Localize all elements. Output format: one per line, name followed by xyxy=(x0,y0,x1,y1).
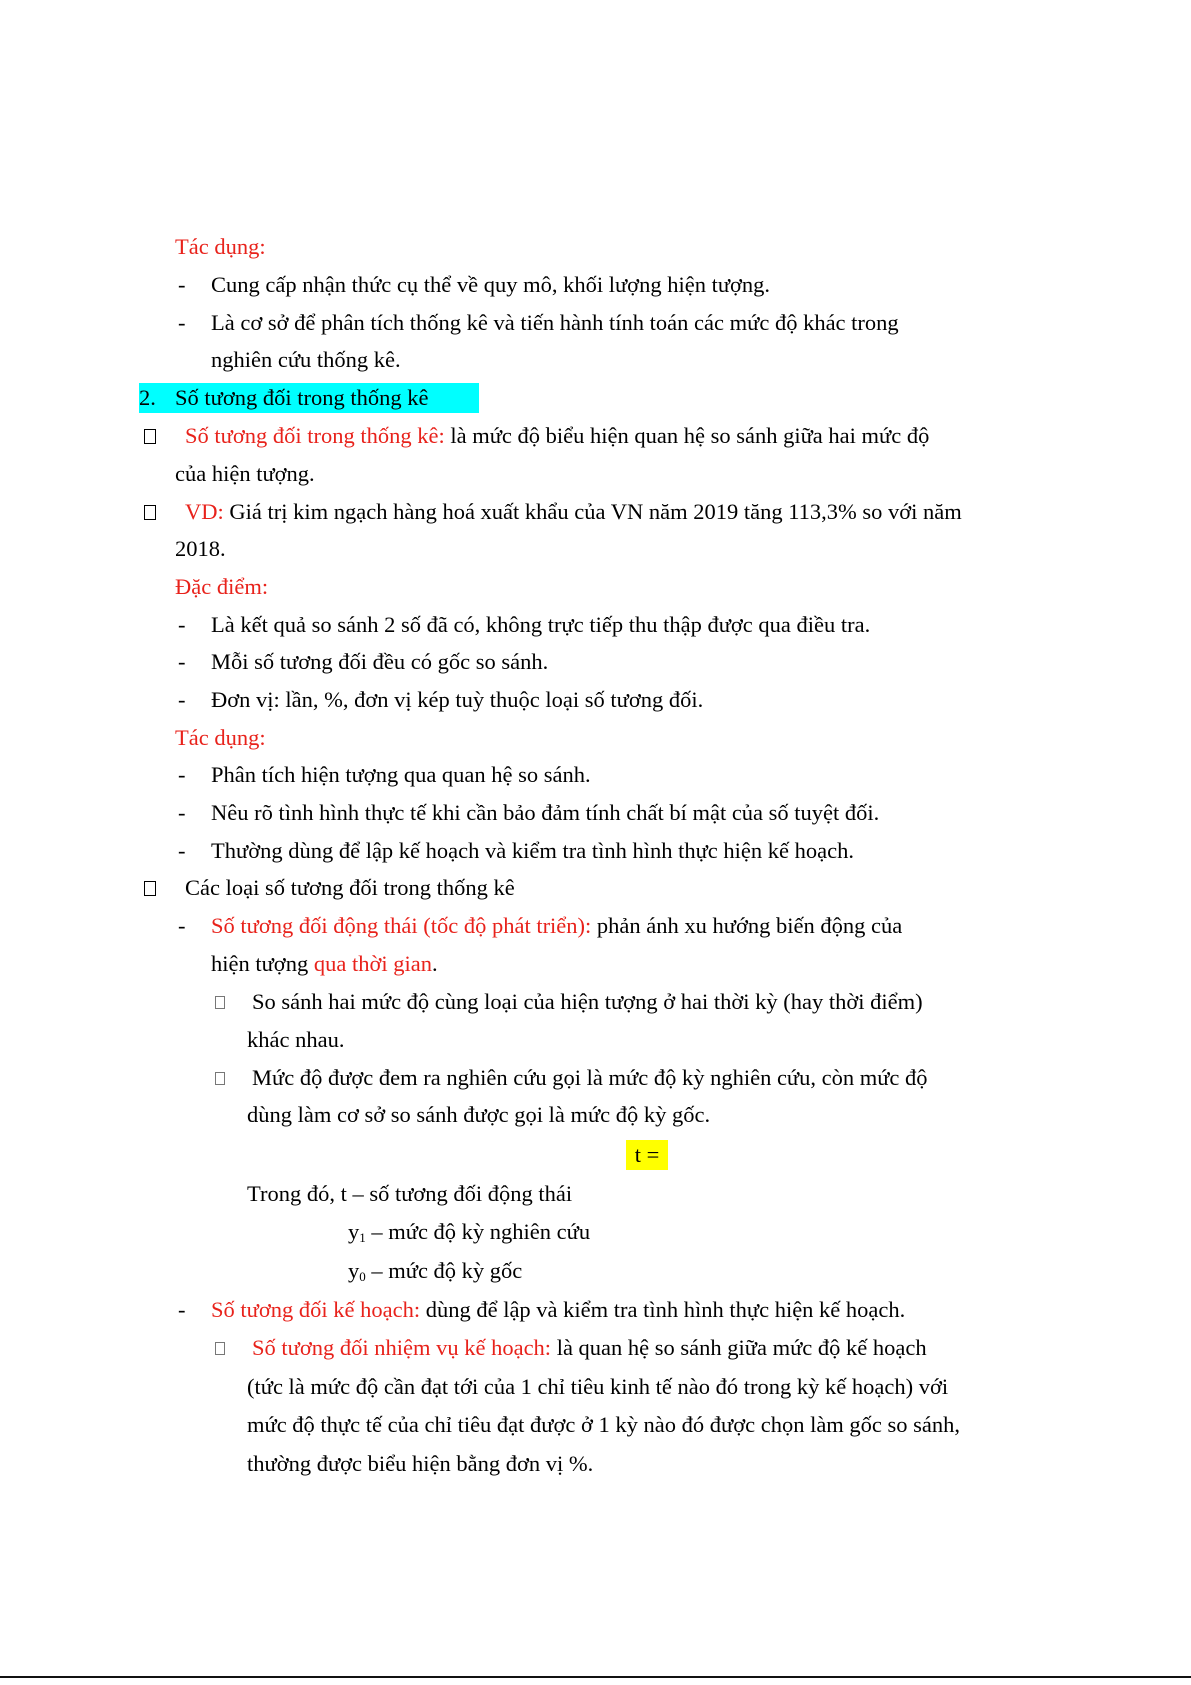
subscript: 1 xyxy=(359,1230,366,1245)
checkbox-square-icon xyxy=(144,881,156,896)
tac-dung-label-1: Tác dụng: xyxy=(175,234,266,259)
dash-bullet: - xyxy=(178,272,186,297)
bullet-text: Phân tích hiện tượng qua quan hệ so sánh. xyxy=(211,762,591,787)
ke-hoach-term: Số tương đối kế hoạch: xyxy=(211,1297,421,1322)
dong-thai-term: Số tương đối động thái (tốc độ phát triển): xyxy=(211,913,592,938)
bullet-text-continued: nghiên cứu thống kê. xyxy=(211,347,401,372)
checkbox-square-icon xyxy=(215,1072,225,1085)
text-fragment: . xyxy=(431,951,438,976)
ke-hoach-text: dùng để lập và kiểm tra tình hình thực hiện kế hoạch. xyxy=(420,1297,906,1322)
tac-dung-label-2: Tác dụng: xyxy=(175,725,266,750)
bullet-text: Là cơ sở để phân tích thống kê và tiến hành tính toán các mức độ khác trong xyxy=(211,310,899,335)
text-fragment: hiện tượng xyxy=(211,951,314,976)
subscript: 0 xyxy=(359,1269,366,1284)
checkbox-square-icon xyxy=(215,1342,225,1355)
checkbox-square-icon xyxy=(215,996,225,1009)
variable-description: – mức độ kỳ nghiên cứu xyxy=(365,1219,591,1244)
formula-where-line: Trong đó, t – số tương đối động thái xyxy=(247,1181,573,1206)
nhiem-vu-text: là quan hệ so sánh giữa mức độ kế hoạch xyxy=(551,1335,927,1360)
variable-description: – mức độ kỳ gốc xyxy=(365,1258,523,1283)
bullet-text: Đơn vị: lần, %, đơn vị kép tuỳ thuộc loại số tương đối. xyxy=(211,687,704,712)
sub-bullet-text: So sánh hai mức độ cùng loại của hiện tượng ở hai thời kỳ (hay thời điểm) xyxy=(252,989,923,1014)
dash-bullet: - xyxy=(178,838,186,863)
footer-rule xyxy=(0,1676,1191,1678)
dong-thai-text: phản ánh xu hướng biến động của xyxy=(591,913,903,938)
dash-bullet: - xyxy=(178,310,186,335)
y0-definition xyxy=(348,1256,522,1286)
qua-thoi-gian-text: qua thời gian xyxy=(313,951,432,976)
definition-text-continued: của hiện tượng. xyxy=(175,461,315,486)
bullet-text: Nêu rõ tình hình thực tế khi cần bảo đảm tính chất bí mật của số tuyệt đối. xyxy=(211,800,880,825)
nhiem-vu-text-continued: (tức là mức độ cần đạt tới của 1 chỉ tiêu kinh tế nào đó trong kỳ kế hoạch) với xyxy=(247,1374,949,1399)
definition-term: Số tương đối trong thống kê: xyxy=(185,423,445,448)
formula: t = xyxy=(626,1140,668,1170)
bullet-text: Cung cấp nhận thức cụ thể về quy mô, khối lượng hiện tượng. xyxy=(211,272,771,297)
example-text: Giá trị kim ngạch hàng hoá xuất khẩu của VN năm 2019 tăng 113,3% so với năm xyxy=(223,499,962,524)
sub-bullet-text-continued: dùng làm cơ sở so sánh được gọi là mức độ kỳ gốc. xyxy=(247,1102,711,1127)
variable-y: y xyxy=(348,1258,360,1283)
y1-definition xyxy=(348,1217,590,1247)
example-text-continued: 2018. xyxy=(175,536,226,561)
section-heading-2 xyxy=(139,383,479,413)
checkbox-square-icon xyxy=(144,505,156,520)
heading-number: 2. xyxy=(139,385,156,410)
dac-diem-label: Đặc điểm: xyxy=(175,574,269,599)
types-heading: Các loại số tương đối trong thống kê xyxy=(185,875,515,900)
definition-text: là mức độ biểu hiện quan hệ so sánh giữa hai mức độ xyxy=(444,423,930,448)
dash-bullet: - xyxy=(178,800,186,825)
nhiem-vu-term: Số tương đối nhiệm vụ kế hoạch: xyxy=(252,1335,552,1360)
heading-text: Số tương đối trong thống kê xyxy=(175,385,429,410)
nhiem-vu-text-continued: thường được biểu hiện bằng đơn vị %. xyxy=(247,1451,594,1476)
dash-bullet: - xyxy=(178,1297,186,1322)
bullet-text: Là kết quả so sánh 2 số đã có, không trực tiếp thu thập được qua điều tra. xyxy=(211,612,871,637)
sub-bullet-text: Mức độ được đem ra nghiên cứu gọi là mức độ kỳ nghiên cứu, còn mức độ xyxy=(252,1065,928,1090)
sub-bullet-text-continued: khác nhau. xyxy=(247,1027,345,1052)
dash-bullet: - xyxy=(178,913,186,938)
dong-thai-text-continued xyxy=(211,949,438,979)
nhiem-vu-text-continued: mức độ thực tế của chỉ tiêu đạt được ở 1 kỳ nào đó được chọn làm gốc so sánh, xyxy=(247,1412,961,1437)
dash-bullet: - xyxy=(178,762,186,787)
checkbox-square-icon xyxy=(144,429,156,444)
dash-bullet: - xyxy=(178,687,186,712)
dash-bullet: - xyxy=(178,649,186,674)
bullet-text: Thường dùng để lập kế hoạch và kiểm tra tình hình thực hiện kế hoạch. xyxy=(211,838,854,863)
variable-y: y xyxy=(348,1219,360,1244)
example-label: VD: xyxy=(185,499,224,524)
bullet-text: Mỗi số tương đối đều có gốc so sánh. xyxy=(211,649,549,674)
dash-bullet: - xyxy=(178,612,186,637)
